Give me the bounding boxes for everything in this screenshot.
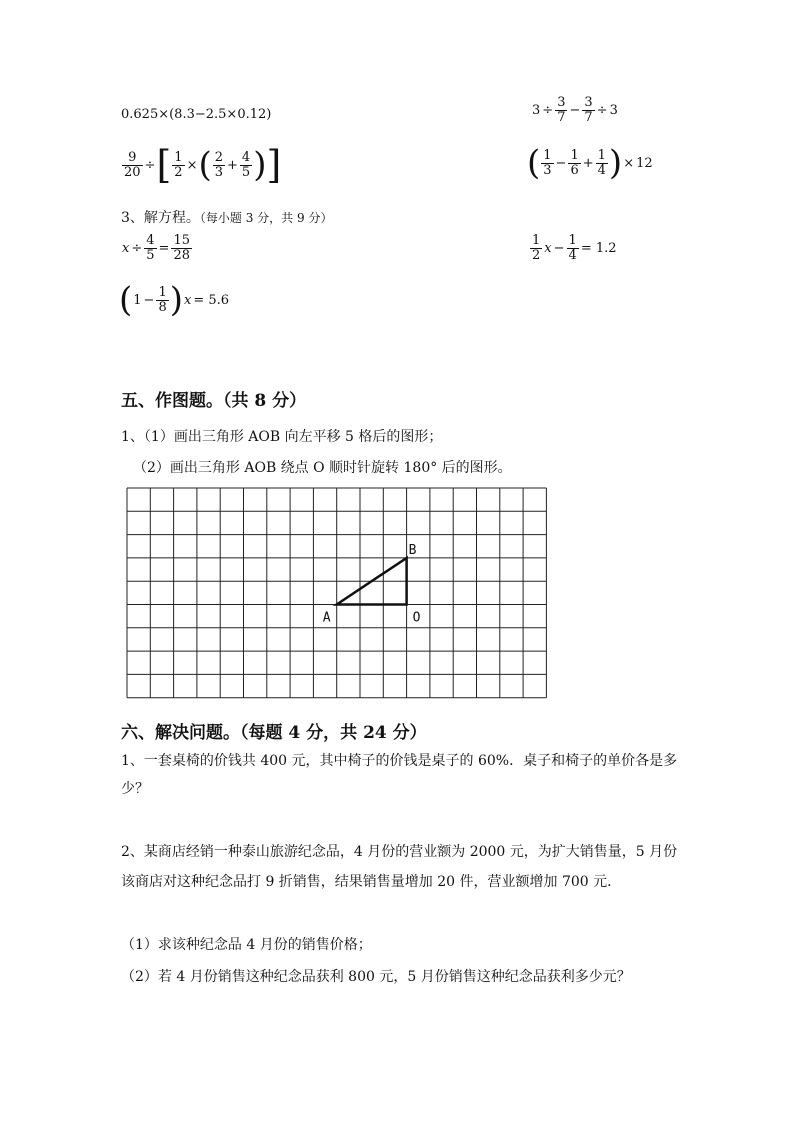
fraction: $\frac{3}{7}$: [584, 95, 593, 125]
point-a-label: A: [322, 610, 331, 626]
drawing-task-2: （2）画出三角形 AOB 绕点 O 顺时针旋转 180° 后的图形。: [133, 460, 512, 476]
equation-1: x ÷ $\frac{4}{5}$ = $\frac{15}{28}$: [122, 233, 190, 263]
operator: ÷: [144, 157, 156, 173]
right-paren: ): [253, 145, 267, 185]
calc-expression-4: [527, 143, 654, 183]
operator: ÷: [596, 102, 608, 118]
operator: ×: [623, 155, 635, 171]
fraction: $\frac{1}{2}$: [174, 149, 183, 180]
fraction: $\frac{1}{4}$: [597, 147, 606, 178]
operator: +: [582, 155, 594, 171]
word-problem-2: 2、某商店经销一种泰山旅游纪念品，4 月份的营业额为 2000 元，为扩大销售量，5 月份该商店对这种纪念品打 9 折销售，结果销售量增加 20 件，营业额增加 700 元．: [121, 844, 678, 890]
fraction: $\frac{1}{3}$: [543, 147, 552, 178]
right-paren: ): [169, 280, 183, 320]
operator: ÷: [542, 102, 554, 118]
fraction: $\frac{1}{2}$: [532, 233, 541, 263]
left-paren: (: [119, 280, 133, 320]
word-problem-1: 1、一套桌椅的价钱共 400 元，其中椅子的价钱是桌子的 60%．桌子和椅子的单价各是多少？: [121, 753, 678, 797]
section-6-heading: 六、解决问题。（每题 4 分，共 24 分）: [121, 723, 427, 743]
fraction: $\frac{1}{4}$: [568, 233, 577, 263]
calc-expression-1: 0.625×(8.3−2.5×0.12): [121, 107, 272, 122]
number: 3: [532, 102, 541, 118]
operator: −: [555, 155, 567, 171]
equation-2: $\frac{1}{2}$ x − $\frac{1}{4}$ = 1.2: [532, 233, 617, 263]
equation-section-title: 3、解方程。（每小题 3 分，共 9 分）: [121, 210, 333, 226]
grid-lines: [127, 488, 546, 698]
drawing-task-1: 1、（1）画出三角形 AOB 向左平移 5 格后的图形；: [121, 429, 443, 445]
point-o-label: O: [412, 610, 421, 626]
left-bracket: [: [156, 143, 172, 187]
fraction: $\frac{3}{7}$: [557, 95, 566, 125]
word-problem-2-part-1: （1）求该种纪念品 4 月份的销售价格；: [121, 937, 372, 953]
operator: ×: [186, 157, 198, 173]
number: 3: [609, 102, 618, 118]
left-paren: (: [198, 145, 212, 185]
drawing-grid[interactable]: [120, 480, 560, 705]
fraction: $\frac{9}{20}$: [124, 149, 141, 180]
equation-3: (1 − $\frac{1}{8}$ )x = 5.6: [119, 280, 230, 320]
calc-expression-3: [121, 143, 282, 187]
section-5-heading: 五、作图题。（共 8 分）: [121, 391, 307, 411]
operator: −: [569, 102, 581, 118]
fraction: $\frac{1}{6}$: [570, 147, 579, 178]
fraction: $\frac{15}{28}$: [173, 233, 190, 263]
left-paren: (: [527, 143, 541, 183]
right-paren: ): [608, 143, 623, 183]
word-problem-2-part-2: （2）若 4 月份销售这种纪念品获利 800 元，5 月份销售这种纪念品获利多少元？: [121, 969, 631, 985]
calc-expression-2: [531, 96, 619, 124]
point-b-label: B: [408, 542, 417, 558]
right-bracket: ]: [266, 143, 282, 187]
operator: +: [227, 157, 238, 173]
fraction: $\frac{4}{5}$: [146, 233, 155, 263]
fraction: $\frac{2}{3}$: [214, 149, 224, 180]
number: 12: [636, 155, 653, 171]
fraction: $\frac{4}{5}$: [241, 149, 251, 180]
fraction: $\frac{1}{8}$: [158, 284, 167, 315]
